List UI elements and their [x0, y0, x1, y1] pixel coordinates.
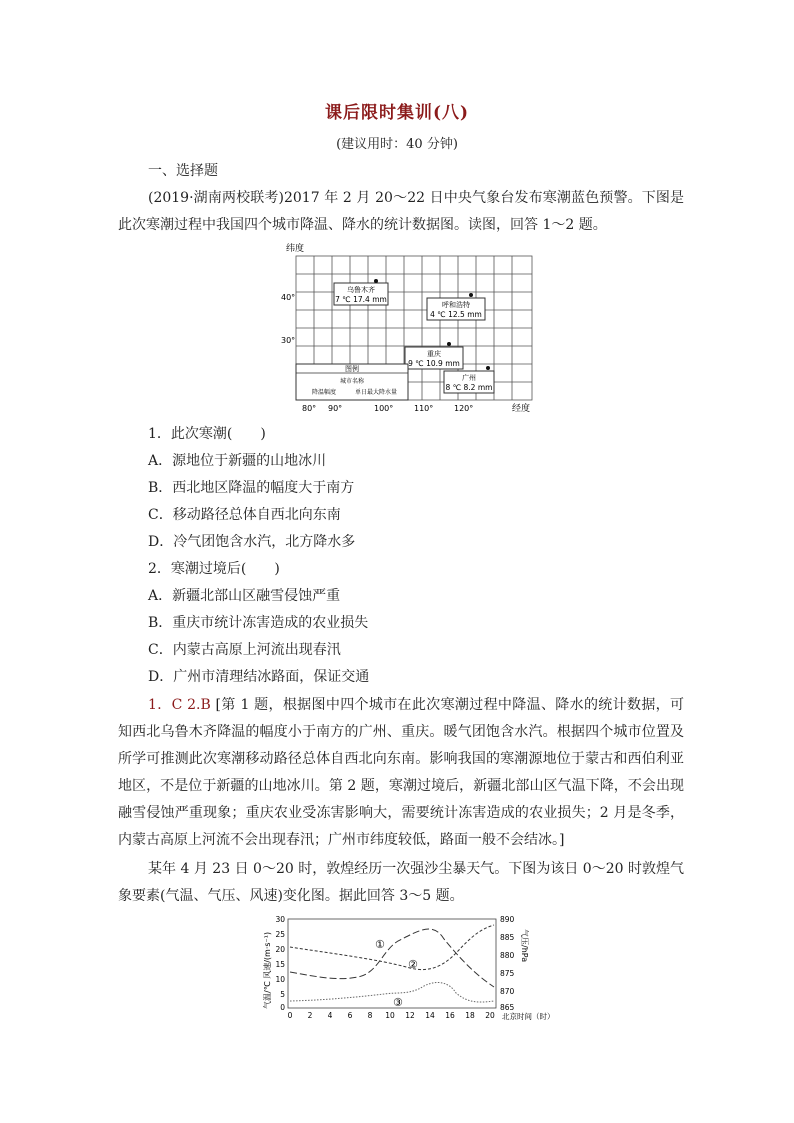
x-tick: 14: [425, 1011, 435, 1020]
section-heading: 一、选择题: [148, 163, 218, 179]
chart-xlabel: 北京时间（时）: [502, 1012, 555, 1021]
x-tick: 4: [327, 1011, 333, 1020]
city-name-guangzhou: 广州: [462, 374, 476, 382]
city-name-hohhot: 呼和浩特: [442, 301, 470, 309]
city-guangzhou: [444, 366, 494, 393]
page-title: 课后限时集训(八): [324, 103, 470, 123]
map-xtick-90: 90°: [328, 404, 343, 413]
right-tick: 880: [500, 951, 515, 960]
question-2-stem: 2．寒潮过境后( ): [148, 561, 280, 577]
curve-1-line: [290, 929, 494, 987]
left-tick: 10: [275, 975, 285, 984]
x-tick: 20: [485, 1011, 495, 1020]
curve-label-3: ③: [393, 996, 403, 1009]
city-dot-urumqi: [374, 279, 378, 283]
x-ticks: [288, 1011, 495, 1020]
right-ticks: [500, 915, 515, 1012]
city-dot-guangzhou: [486, 366, 490, 370]
answer-explanation: [118, 692, 684, 854]
city-dot-hohhot: [469, 293, 473, 297]
curve-3-line: [290, 982, 494, 1002]
city-data-urumqi: 7 ℃ 17.4 mm: [335, 295, 387, 304]
right-tick: 865: [500, 1003, 515, 1012]
map-xlabel: 经度: [512, 404, 531, 414]
answer-text: [第 1 题，根据图中四个城市在此次寒潮过程中降温、降水的统计数据，可知西北乌鲁木齐降温的幅度小于南方的广州、重庆。暖气团饱含水汽。根据四个城市位置及所学可推测此次寒潮移动路径总体自西北向东南。影响我国的寒潮源地位于蒙古和西伯利亚地区，不是位于新疆的山地冰川。第 2 题，寒潮过境后，新疆北部山区气温下降，不会出现融雪侵蚀严重现象；重庆农业受冻害影响大，需要统计冻害造成的农业损失；2 月是冬季，内蒙古高原上河流不会出现春汛；广州市纬度较低，路面一般不会结冰。]: [118, 697, 684, 848]
map-ytick-30: 30°: [281, 336, 296, 345]
curve-label-2: ②: [408, 958, 418, 971]
map-xtick-110: 110°: [414, 404, 434, 413]
chart-right-label: 气压/hPa: [520, 929, 529, 963]
city-name-chongqing: 重庆: [427, 350, 441, 358]
city-dot-chongqing: [447, 342, 451, 346]
question-1-option-d: D．冷气团饱含水汽，北方降水多: [148, 534, 356, 550]
city-name-urumqi: 乌鲁木齐: [347, 286, 375, 294]
map-ytick-40: 40°: [281, 293, 296, 302]
map-ylabel: 纬度: [286, 244, 305, 254]
right-tick: 870: [500, 987, 515, 996]
left-tick: 20: [275, 945, 285, 954]
page-subtitle: (建议用时：40 分钟): [336, 137, 458, 152]
intro-paragraph-1: (2019·湖南两校联考)2017 年 2 月 20～22 日中央气象台发布寒潮蓝色预警。下图是此次寒潮过程中我国四个城市降温、降水的统计数据图。读图，回答 1～2 题。: [118, 190, 684, 233]
left-tick: 25: [275, 930, 285, 939]
intro-paragraph-2: 某年 4 月 23 日 0～20 时，敦煌经历一次强沙尘暴天气。下图为该日 0～20 时敦煌气象要素(气温、气压、风速)变化图。据此回答 3～5 题。: [118, 861, 684, 904]
chart-frame: [288, 919, 496, 1008]
city-data-guangzhou: 8 ℃ 8.2 mm: [445, 383, 493, 392]
question-1-option-b: B．西北地区降温的幅度大于南方: [148, 480, 355, 496]
question-2-option-c: C．内蒙古高原上河流出现春汛: [148, 642, 341, 658]
legend-max-rain: 单日最大降水量: [354, 389, 398, 396]
left-tick: 30: [275, 915, 285, 924]
map-xtick-80: 80°: [302, 404, 317, 413]
map-legend: [296, 364, 408, 400]
question-1-stem: 1．此次寒潮( ): [148, 426, 266, 442]
curve-label-1: ①: [375, 938, 385, 951]
question-1-option-c: C．移动路径总体自西北向东南: [148, 507, 341, 523]
legend-title: 图例: [345, 365, 359, 373]
figure-1-grid-map: [276, 240, 548, 416]
figure-2-weather-chart: [258, 911, 568, 1025]
map-xtick-100: 100°: [374, 404, 394, 413]
question-2-option-d: D．广州市清理结冰路面，保证交通: [148, 669, 370, 685]
x-tick: 10: [385, 1011, 395, 1020]
right-tick: 890: [500, 915, 515, 924]
chart-left-label: 气温/℃ 风速/(m·s⁻¹): [263, 931, 272, 1009]
left-tick: 15: [275, 960, 285, 969]
x-tick: 2: [307, 1011, 313, 1020]
left-tick: 0: [280, 1003, 285, 1012]
x-tick: 18: [465, 1011, 475, 1020]
legend-city-name: 城市名称: [339, 378, 365, 385]
map-xtick-120: 120°: [454, 404, 474, 413]
city-data-hohhot: 4 ℃ 12.5 mm: [430, 310, 482, 319]
legend-temp-drop: 降温幅度: [311, 389, 337, 396]
x-tick: 12: [405, 1011, 415, 1020]
question-1-option-a: A．源地位于新疆的山地冰川: [148, 453, 327, 469]
curve-2-line: [290, 925, 494, 970]
left-ticks: [275, 915, 285, 1012]
x-tick: 8: [367, 1011, 373, 1020]
question-2-option-a: A．新疆北部山区融雪侵蚀严重: [148, 588, 341, 604]
city-data-chongqing: 9 ℃ 10.9 mm: [408, 359, 460, 368]
question-2-option-b: B．重庆市统计冻害造成的农业损失: [148, 615, 369, 631]
x-tick: 16: [445, 1011, 455, 1020]
right-tick: 875: [500, 969, 515, 978]
city-urumqi: [334, 279, 388, 305]
answer-1: 1．C: [148, 697, 183, 713]
answer-2: 2.B: [187, 697, 211, 713]
left-tick: 5: [280, 990, 285, 999]
right-tick: 885: [500, 933, 515, 942]
x-tick: 6: [347, 1011, 353, 1020]
x-tick: 0: [287, 1011, 293, 1020]
